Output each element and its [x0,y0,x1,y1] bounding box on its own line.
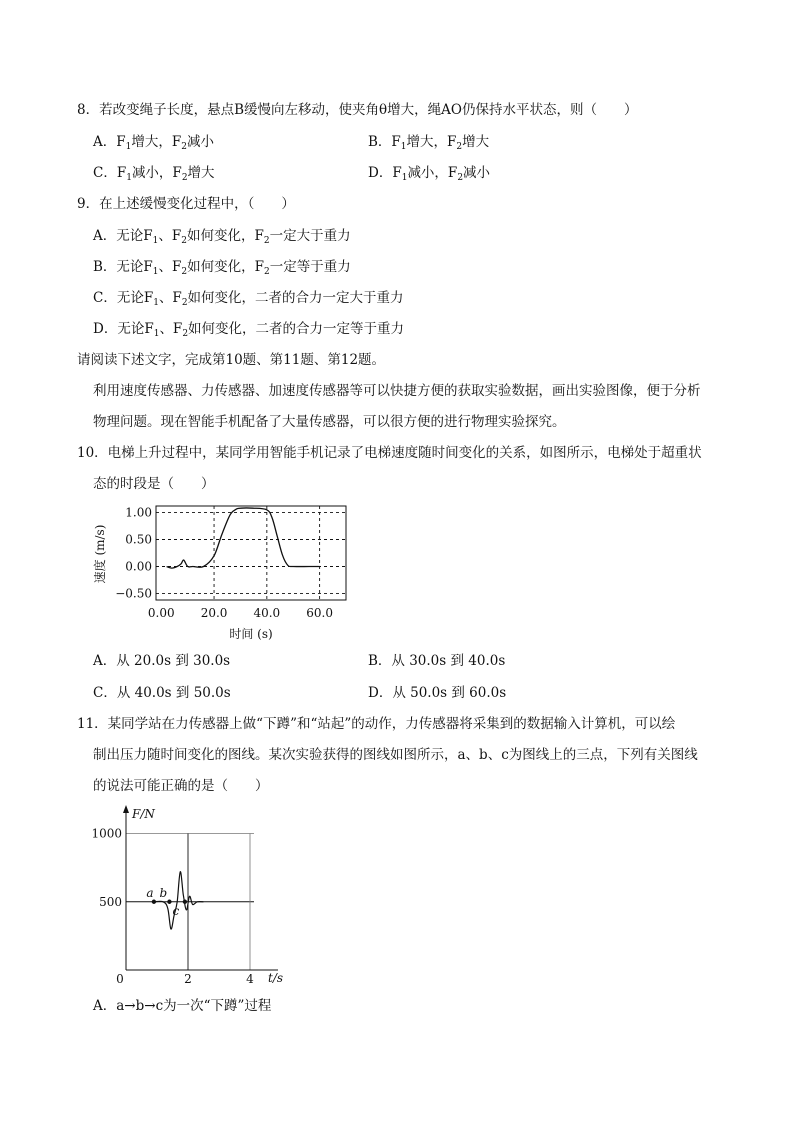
q8-option-b[interactable]: B．$F_1$增大，$F_2$增大 [368,134,490,152]
force-series-line [154,872,204,929]
force-x-tick-label: 2 [184,972,192,986]
velocity-y-tick-label: −0.50 [115,586,152,601]
q10-stem-line2: 态的时段是（ ） [93,476,215,492]
q10-option-b[interactable]: B．从 30.0s 到 40.0s [368,653,506,669]
reading-intro: 请阅读下述文字，完成第10题、第11题、第12题。 [77,352,386,368]
force-y-tick-label: 1000 [91,826,122,841]
force-chart-grid [126,834,254,971]
velocity-chart-grid [156,506,346,600]
q9-option-c[interactable]: C．无论$F_1$、$F_2$如何变化，二者的合力一定大于重力 [93,290,404,308]
reading-paragraph-line2: 物理问题。现在智能手机配备了大量传感器，可以很方便的进行物理实验探究。 [93,414,566,430]
velocity-series-line [167,508,320,568]
force-point-label-a: a [146,885,154,900]
force-point-b [167,900,171,904]
velocity-x-tick-label: 40.0 [253,606,281,620]
q10-stem-line1: 10．电梯上升过程中，某同学用智能手机记录了电梯速度随时间变化的关系，如图所示，电梯处于超重状 [77,445,702,461]
velocity-chart-ylabel: 速度 (m/s) [93,524,107,584]
q8-option-d[interactable]: D．$F_1$减小，$F_2$减小 [368,165,491,183]
velocity-y-tick-label: 0.00 [125,559,152,574]
q9-stem: 9．在上述缓慢变化过程中，（ ） [77,196,295,212]
q11-stem-line3: 的说法可能正确的是（ ） [93,778,269,794]
q8-stem: 8．若改变绳子长度，悬点B缓慢向左移动，使夹角θ增大，绳AO仍保持水平状态，则（ ） [77,102,638,118]
force-chart-x-ticks [116,972,254,986]
velocity-x-tick-label: 20.0 [200,606,228,620]
q9-option-a[interactable]: A．无论$F_1$、$F_2$如何变化，$F_2$一定大于重力 [93,228,351,246]
q10-option-c[interactable]: C．从 40.0s 到 50.0s [93,685,231,701]
q10-option-a[interactable]: A．从 20.0s 到 30.0s [93,653,231,669]
velocity-x-tick-label: 0.00 [147,606,175,620]
q8-option-c[interactable]: C．$F_1$减小，$F_2$增大 [93,165,215,183]
velocity-chart-y-ticks [115,505,152,600]
q11-option-a[interactable]: A．a→b→c为一次“下蹲”过程 [93,998,272,1014]
force-point-a [152,900,156,904]
force-point-label-c: c [172,903,180,918]
force-point-label-b: b [159,885,168,900]
force-x-tick-label: 0 [116,972,124,986]
force-chart-ylabel: F/N [132,807,155,821]
velocity-x-tick-label: 60.0 [306,606,333,620]
reading-paragraph-line1: 利用速度传感器、力传感器、加速度传感器等可以快捷方便的获取实验数据，画出实验图像，便于分析 [93,383,701,399]
force-point-c [183,900,187,904]
velocity-chart-frame [156,506,346,600]
velocity-chart-xlabel: 时间 (s) [229,627,273,641]
force-chart-y-arrow [123,805,129,813]
q9-option-b[interactable]: B．无论$F_1$、$F_2$如何变化，$F_2$一定等于重力 [93,259,351,277]
force-time-chart [88,802,308,987]
q10-option-d[interactable]: D．从 50.0s 到 60.0s [368,685,507,701]
velocity-y-tick-label: 0.50 [125,532,152,547]
force-x-tick-label: 4 [246,972,254,986]
force-chart-y-ticks [91,827,122,909]
velocity-time-chart [88,502,368,648]
velocity-y-tick-label: 1.00 [125,505,152,520]
velocity-chart-x-ticks [148,606,333,620]
q9-option-d[interactable]: D．无论$F_1$、$F_2$如何变化，二者的合力一定等于重力 [93,321,405,339]
force-y-tick-label: 500 [99,894,122,909]
force-chart-xlabel: t/s [268,971,284,985]
q11-stem-line1: 11．某同学站在力传感器上做“下蹲”和“站起”的动作，力传感器将采集到的数据输入计算机，可以绘 [77,716,676,732]
q11-stem-line2: 制出压力随时间变化的图线。某次实验获得的图线如图所示，a、b、c为图线上的三点，下列有关图线 [93,747,698,763]
q8-option-a[interactable]: A．$F_1$增大，$F_2$减小 [93,134,214,152]
